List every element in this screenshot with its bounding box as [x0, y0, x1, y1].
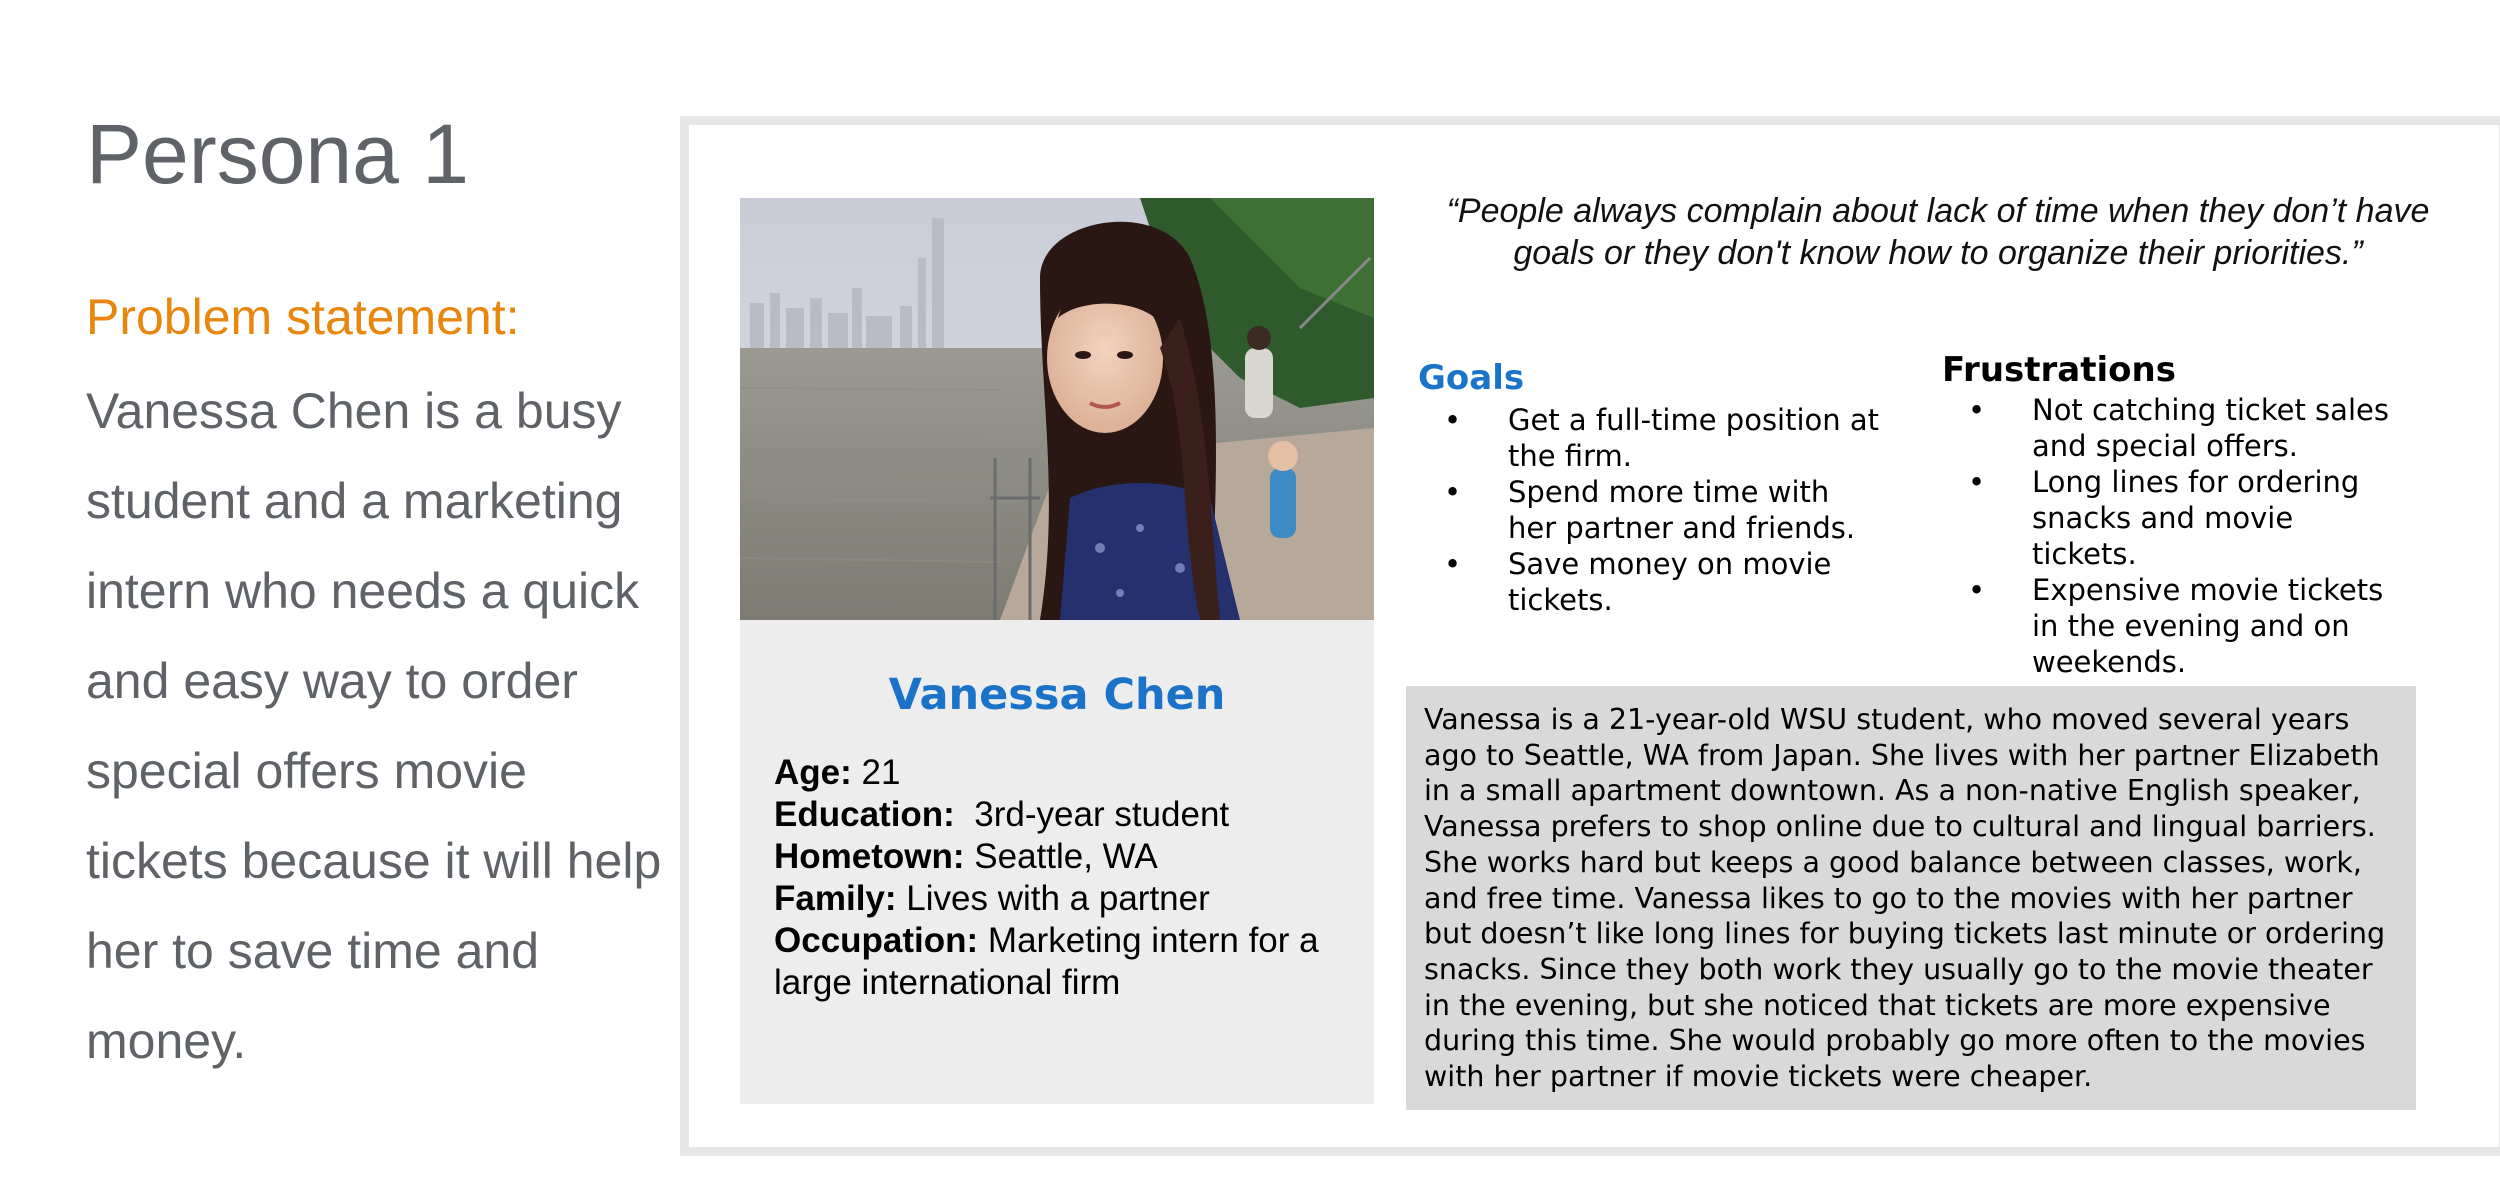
- detail-family: [774, 878, 1354, 920]
- detail-age: [774, 752, 1354, 794]
- frustration-item: • Long lines for ordering snacks and movie tickets.: [1964, 464, 2404, 572]
- frustration-item: • Expensive movie tickets in the evening and on weekends.: [1964, 572, 2404, 680]
- goals-heading: Goals: [1418, 358, 1525, 398]
- persona-details: [774, 752, 1354, 1004]
- detail-label: Education:: [774, 795, 955, 834]
- frustration-item: • Not catching ticket sales and special offers.: [1964, 392, 2404, 464]
- detail-value: Lives with a partner: [896, 879, 1210, 918]
- profile-info-box: [740, 620, 1374, 1104]
- frustrations-list: [1964, 392, 2404, 680]
- detail-value: 3rd-year student: [954, 795, 1230, 834]
- persona-photo: [740, 198, 1374, 620]
- goal-item: • Save money on movie tickets.: [1440, 546, 1880, 618]
- persona-quote: “People always complain about lack of time when they don’t have goals or they don't know how to organize their priorities.”: [1446, 192, 2430, 272]
- slide-title: Persona 1: [86, 107, 469, 201]
- detail-occupation: [774, 920, 1354, 1004]
- detail-value: 21: [851, 753, 901, 792]
- problem-statement-body: Vanessa Chen is a busy student and a marketing intern who needs a quick and easy way to order special offers movie tickets because it will help her to save time and money.: [86, 383, 662, 1069]
- detail-value: Seattle, WA: [964, 837, 1158, 876]
- persona-name: Vanessa Chen: [888, 670, 1226, 720]
- detail-label: Age:: [774, 753, 852, 792]
- detail-education: [774, 794, 1354, 836]
- detail-hometown: [774, 836, 1354, 878]
- detail-label: Occupation:: [774, 921, 979, 960]
- detail-label: Hometown:: [774, 837, 965, 876]
- detail-value: Marketing intern for a large international firm: [774, 921, 1319, 1002]
- persona-bio: Vanessa is a 21-year-old WSU student, who moved several years ago to Seattle, WA from Japan. She lives with her partner Elizabeth in a small apartment downtown. As a non-native English speaker, Vanessa prefers to shop online due to cultural and lingual barriers. She works hard but keeps a good balance between classes, work, and free time. Vanessa likes to go to the movies with her partner but doesn’t like long lines for buying tickets last minute or ordering snacks. Since they both work they usually go to the movie theater in the evening, but she noticed that tickets are more expensive during this time. She would probably go more often to the movies with her partner if movie tickets were cheaper.: [1406, 686, 2416, 1110]
- goal-item: • Get a full-time position at the firm.: [1440, 402, 1880, 474]
- detail-label: Family:: [774, 879, 897, 918]
- goal-item: • Spend more time with her partner and friends.: [1440, 474, 1880, 546]
- frustrations-heading: Frustrations: [1942, 350, 2176, 390]
- problem-statement-heading: Problem statement:: [86, 289, 520, 345]
- goals-list: [1440, 402, 1880, 618]
